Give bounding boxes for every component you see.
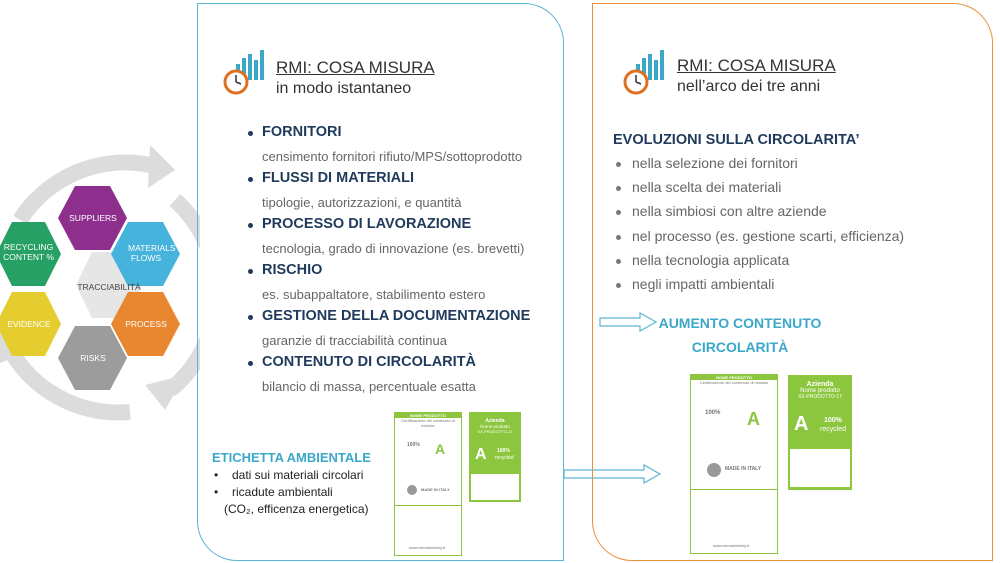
item-sub: tecnologia, grado di innovazione (es. brevetti) (262, 241, 525, 256)
card-recycled: recycled (820, 426, 847, 433)
hex-center-label: TRACCIABILITÀ (77, 282, 141, 292)
card-code: XX-PRODOTTO-17 (477, 429, 513, 434)
right-item: nella tecnologia applicata (632, 252, 790, 268)
hex-materials-label: MATERIALS FLOWS (128, 243, 176, 263)
item-sub: censimento fornitori rifiuto/MPS/sottoprodotto (262, 149, 523, 164)
card-divider (395, 505, 461, 506)
card-product: NOME PRODOTTO (395, 413, 461, 418)
right-item: nella scelta dei materiali (632, 179, 782, 195)
bullet (248, 315, 253, 320)
card-bottom (471, 474, 519, 500)
bullet (248, 177, 253, 182)
item-sub: garanzie di tracciabilità continua (262, 333, 447, 348)
right-heading: EVOLUZIONI SULLA CIRCOLARITA’ (613, 132, 860, 148)
item-head: CONTENUTO DI CIRCOLARITÀ (262, 354, 477, 370)
hex-evidence-label: EVIDENCE (7, 319, 51, 329)
card-company: Azienda (806, 381, 834, 388)
card-percent: 100% (705, 410, 721, 416)
item-head: PROCESSO DI LAVORAZIONE (262, 216, 472, 232)
card-dots (707, 463, 721, 477)
card-recycled-percent: 100% (824, 417, 842, 424)
bullet (616, 283, 621, 288)
label-bullet: • (214, 485, 219, 499)
card-brand: MADE IN ITALY (725, 466, 762, 472)
result-line1: AUMENTO CONTENUTO (658, 315, 822, 331)
label-bullet: • (214, 468, 219, 482)
card-bottom (790, 449, 850, 487)
card-product: NOME PRODOTTO (691, 375, 777, 380)
card-percent: 100% (407, 442, 420, 448)
card-grade: A (475, 446, 487, 463)
label-bullet-text: dati sui materiali circolari (232, 468, 364, 482)
hex-risks-label: RISKS (80, 353, 106, 363)
label-card-small (469, 412, 521, 502)
item-head: FLUSSI DI MATERIALI (262, 170, 414, 186)
card-recycled-percent: 100% (497, 448, 510, 454)
card-grade: A (794, 413, 809, 435)
bullet (616, 235, 621, 240)
clock-chart-icon (622, 50, 668, 96)
item-head: GESTIONE DELLA DOCUMENTAZIONE (262, 308, 531, 324)
card-company: Azienda (485, 418, 505, 424)
bullet (248, 269, 253, 274)
label-card-main (394, 412, 462, 556)
clock-chart-icon (222, 50, 268, 96)
right-title: RMI: COSA MISURA (677, 56, 836, 75)
bullet (616, 259, 621, 264)
label-card-main (690, 374, 778, 554)
bullet (616, 210, 621, 215)
label-heading: ETICHETTA AMBIENTALE (212, 450, 371, 465)
hex-process-label: PROCESS (125, 319, 167, 329)
bullet (616, 186, 621, 191)
right-item: nella selezione dei fornitori (632, 155, 798, 171)
card-dots (407, 485, 417, 495)
left-title: RMI: COSA MISURA (276, 58, 435, 77)
card-url: www.remadeinitaly.it (713, 543, 750, 548)
left-subtitle: in modo istantaneo (276, 80, 412, 97)
card-code: XX-PRODOTTO-17 (798, 394, 842, 400)
card-grade: A (747, 409, 760, 429)
card-cert: Certificazione del contenuto di riciclato (699, 380, 769, 385)
card-product-name: Nome prodotto (480, 424, 510, 429)
label-card-small (788, 375, 852, 490)
card-recycled: recycled (495, 455, 514, 461)
bullet (248, 223, 253, 228)
hex-suppliers-label: SUPPLIERS (69, 213, 117, 223)
right-item: nella simbiosi con altre aziende (632, 203, 827, 219)
label-bullet-text: ricadute ambientali (232, 485, 333, 499)
item-sub: bilancio di massa, percentuale esatta (262, 379, 476, 394)
card-grade: A (435, 441, 446, 457)
item-head: RISCHIO (262, 262, 323, 278)
label-note: (CO₂, efficenza energetica) (224, 502, 369, 516)
right-subtitle: nell’arco dei tre anni (677, 78, 821, 95)
right-item: negli impatti ambientali (632, 276, 775, 292)
card-cert: Certificazione del contenuto di riciclato (401, 418, 455, 428)
item-head: FORNITORI (262, 124, 342, 140)
bullet (616, 162, 621, 167)
bullet (248, 361, 253, 366)
card-product-name: Nome prodotto (800, 388, 840, 394)
item-sub: es. subappaltatore, stabilimento estero (262, 287, 486, 302)
bullet (248, 131, 253, 136)
item-sub: tipologie, autorizzazioni, e quantità (262, 195, 462, 210)
right-item: nel processo (es. gestione scarti, efficienza) (632, 228, 905, 244)
card-url: www.remadeinitaly.it (409, 545, 446, 550)
card-divider (691, 489, 777, 490)
result-line2: CIRCOLARITÀ (691, 339, 789, 355)
hex-recycling-label: RECYCLING CONTENT % (3, 242, 54, 262)
card-brand: MADE IN ITALY (421, 487, 450, 492)
